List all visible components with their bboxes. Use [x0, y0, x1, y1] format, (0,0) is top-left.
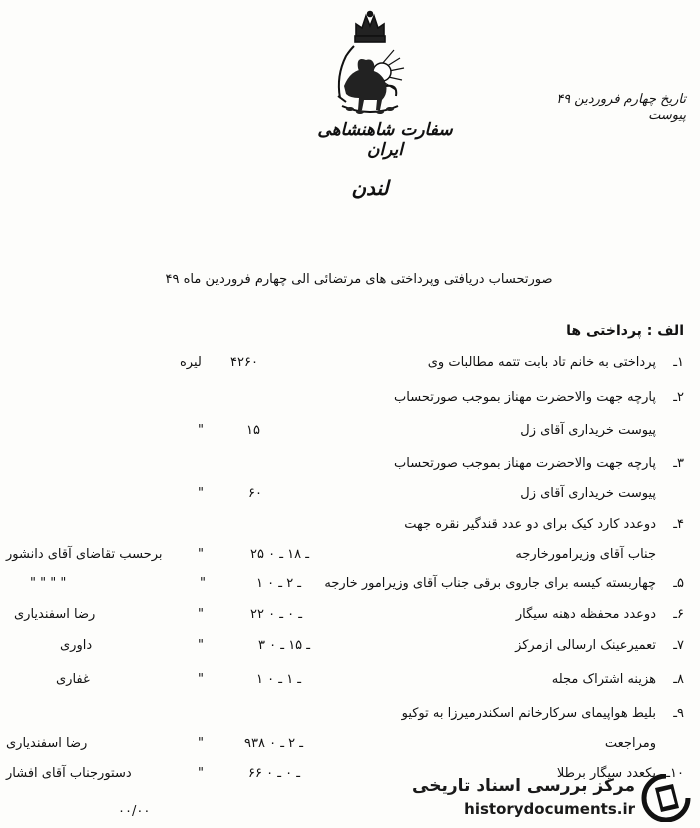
row-amount: ۲۵ ـ ۱۸ ـ ۰ — [250, 547, 310, 562]
row-unit: " — [198, 486, 204, 501]
table-row — [0, 517, 700, 539]
row-number: ۲ـ — [673, 390, 684, 405]
row-amount: ۲۲ ـ ۰ ـ ۰ — [250, 607, 303, 622]
row-unit: " — [198, 547, 204, 562]
row-unit: " — [198, 766, 204, 781]
table-row — [0, 423, 700, 445]
row-text: پارچه جهت والاحضرت مهناز بموجب صورتحساب — [394, 456, 656, 471]
table-row — [0, 576, 700, 598]
lion-and-sun-emblem-icon — [322, 6, 418, 118]
row-unit: " — [198, 672, 204, 687]
row-amount: ۱ ـ ۲ ـ ۰ — [256, 576, 302, 591]
row-text: تعمیرعینک ارسالی ازمرکز — [515, 638, 656, 653]
row-number: ۴ـ — [673, 517, 684, 532]
document-title: صورتحساب دریافتی وپرداختی های مرتضائی الی چهارم فروردین ماه ۴۹ — [165, 272, 553, 287]
date-line: تاریخ چهارم فروردین ۴۹ — [556, 92, 686, 107]
row-unit: " — [198, 638, 204, 653]
table-row — [0, 547, 700, 569]
row-text: دوعدد کارد کیک برای دو عدد قندگیر نقره جهت — [404, 517, 656, 532]
row-text: پیوست خریداری آقای زل — [520, 486, 656, 501]
row-unit: " — [198, 423, 204, 438]
row-number: ۳ـ — [673, 456, 684, 471]
table-row — [0, 672, 700, 694]
row-unit: " — [198, 736, 204, 751]
table-row — [0, 638, 700, 660]
row-number: ۹ـ — [673, 706, 684, 721]
row-text: دوعدد محفظه دهنه سیگار — [515, 607, 656, 622]
row-amount: ۱۵ — [246, 423, 260, 438]
date-block — [536, 92, 686, 124]
row-unit: لیره — [180, 355, 202, 370]
table-row — [0, 355, 700, 377]
row-number: ۷ـ — [673, 638, 684, 653]
document-archive-logo-icon — [641, 774, 691, 822]
watermark-text-fa: مرکز بررسی اسناد تاریخی — [412, 776, 635, 796]
row-number: ۱۰ـ — [666, 766, 684, 781]
row-note: غفاری — [56, 672, 90, 687]
row-text: ومراجعت — [604, 736, 656, 751]
table-row — [0, 456, 700, 478]
attachment-line: پیوست — [648, 108, 686, 123]
table-row — [0, 736, 700, 758]
row-text: پیوست خریداری آقای زل — [520, 423, 656, 438]
row-amount: ۹۳۸ ـ ۲ ـ ۰ — [244, 736, 304, 751]
table-row — [0, 607, 700, 629]
row-note: رضا اسفندیاری — [14, 607, 96, 622]
row-note: دستورجناب آقای افشار — [6, 766, 132, 781]
row-note: " " " " — [30, 576, 67, 591]
table-row — [0, 486, 700, 508]
row-text: چهاربسته کیسه برای جاروی برقی جناب آقای وزیرامور خارجه — [324, 576, 656, 591]
table-row — [0, 706, 700, 728]
table-row — [0, 390, 700, 412]
city-name: لندن — [351, 176, 389, 200]
row-amount: ۴۲۶۰ — [230, 355, 258, 370]
row-text: جناب آقای وزیرامورخارجه — [515, 547, 656, 562]
footer-mark: ۰۰/۰۰ — [118, 804, 151, 819]
watermark-text-en: historydocuments.ir — [464, 800, 635, 818]
row-unit: " — [198, 607, 204, 622]
row-number: ۱ـ — [673, 355, 684, 370]
row-text: یکعدد سیگار برطلا — [556, 766, 656, 781]
row-note: رضا اسفندیاری — [6, 736, 88, 751]
row-text: هزینه اشتراک مجله — [551, 672, 656, 687]
embassy-name: سفارت شاهنشاهی ایران — [317, 120, 453, 160]
row-text: پرداختی به خانم تاد بابت تتمه مطالبات وی — [427, 355, 656, 370]
row-amount: ۳ ـ ۱۵ ـ ۰ — [258, 638, 311, 653]
row-number: ۵ـ — [673, 576, 684, 591]
row-amount: ۶۶ ـ ۰ ـ ۰ — [248, 766, 301, 781]
row-amount: ۱ ـ ۱ ـ ۰ — [256, 672, 302, 687]
row-note: داوری — [60, 638, 93, 653]
row-note: برحسب تقاضای آقای دانشور — [6, 547, 163, 562]
row-amount: ۶۰ — [248, 486, 262, 501]
row-text: پارچه جهت والاحضرت مهناز بموجب صورتحساب — [394, 390, 656, 405]
row-unit: " — [200, 576, 206, 591]
section-heading-payments: الف : پرداختی ها — [566, 323, 684, 339]
row-text: بلیط هواپیمای سرکارخانم اسکندرمیرزا به توکیو — [401, 706, 656, 721]
watermark-logo — [405, 772, 695, 824]
row-number: ۸ـ — [673, 672, 684, 687]
row-number: ۶ـ — [673, 607, 684, 622]
